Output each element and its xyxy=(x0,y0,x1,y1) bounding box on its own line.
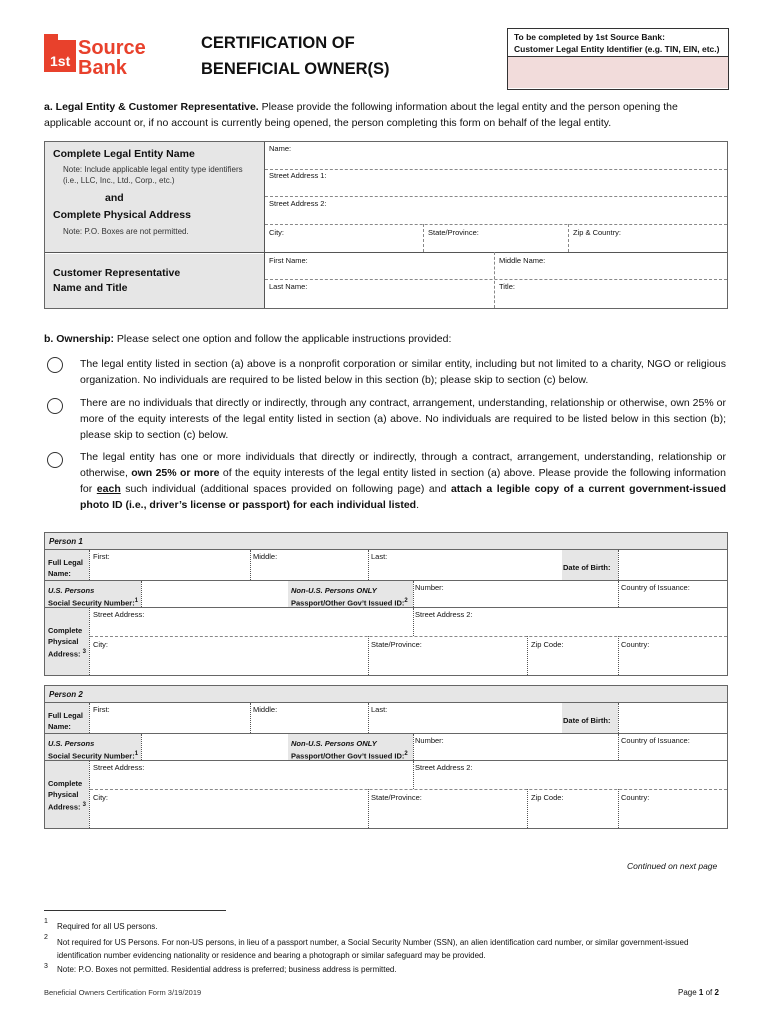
street2-field[interactable]: Street Address 2: xyxy=(269,199,327,208)
us-persons-label: U.S. Persons Social Security Number:$^1$ xyxy=(48,586,139,608)
option1-radio[interactable] xyxy=(47,357,63,373)
country-issuance-field[interactable]: Country of Issuance: xyxy=(621,736,690,745)
option3-text: The legal entity has one or more individuals that directly or indirectly, through a contract, arrangement, understanding, relationship or otherwise, own 25% or more of the equity interests of the legal entity listed in section (a) above. Please provide the following information for each such individual (additional spaces provided on following page) and attach a legible copy of a current government-issued photo ID (i.e., driver’s license or passport) for each individual listed. xyxy=(80,451,727,511)
person-street2-field[interactable]: Street Address 2: xyxy=(415,763,473,772)
option3-radio[interactable] xyxy=(47,452,63,468)
rep-first-name-field[interactable]: First Name: xyxy=(269,256,308,265)
person-block-1 xyxy=(44,532,728,676)
logo-top-text: Source xyxy=(78,37,146,59)
full-legal-name-label: Full Legal Name: xyxy=(48,558,84,578)
footnote-2: 2 Not required for US Persons. For non-US persons, in lieu of a passport number, a Social Security Number (SSN), an alien identification card number, or similar government-issued identification number evidencing nationality or residence and bearing a photograph or similar safeguard may be provided. xyxy=(44,934,689,960)
footnotes xyxy=(44,918,728,977)
page-number: Page 1 of 2 xyxy=(678,988,719,997)
person-middle-field[interactable]: Middle: xyxy=(253,552,278,561)
bank-use-box xyxy=(507,28,729,90)
address-note: Note: P.O. Boxes are not permitted. xyxy=(63,227,189,236)
city-field[interactable]: City: xyxy=(269,228,284,237)
us-persons-label: U.S. Persons Social Security Number:$^1$ xyxy=(48,739,139,761)
full-legal-name-label: Full Legal Name: xyxy=(48,711,84,731)
person-street2-field[interactable]: Street Address 2: xyxy=(415,610,473,619)
person-middle-field[interactable]: Middle: xyxy=(253,705,278,714)
logo-bottom-text: Bank xyxy=(78,57,127,76)
bank-box-line1: To be completed by 1st Source Bank: xyxy=(514,32,665,42)
country-issuance-field[interactable]: Country of Issuance: xyxy=(621,583,690,592)
option1-text: The legal entity listed in section (a) above is a nonprofit corporation or similar entity, including but not limited to a charity, NGO or religious organization. No individuals are required to be listed below in this section (b); please skip to section (c) below. xyxy=(80,358,726,386)
rep-label: Customer Representative Name and Title xyxy=(53,267,181,294)
person-label: Person 1 xyxy=(49,537,83,546)
address-label: Complete Physical Address xyxy=(53,209,191,221)
section-a-intro: a. Legal Entity & Customer Representative. Please provide the following information about the legal entity and the person opening the applicable account or, if no account is currently being opened, the person completing this form on behalf of the legal entity. xyxy=(44,101,678,129)
legal-name-note: Note: Include applicable legal entity type identifiers (i.e., LLC, Inc., Ltd., Corp., etc.) xyxy=(63,165,243,185)
and-label: and xyxy=(105,192,124,204)
bank-logo xyxy=(44,34,184,76)
legal-name-label: Complete Legal Entity Name xyxy=(53,148,195,160)
ssn-field[interactable] xyxy=(142,734,288,760)
dob-field[interactable] xyxy=(619,550,727,580)
section-b-intro: b. Ownership: Please select one option and follow the applicable instructions provided: xyxy=(44,333,452,345)
form-id: Beneficial Owners Certification Form 3/19/2019 xyxy=(44,988,202,997)
section-a-table xyxy=(44,141,728,309)
dob-field[interactable] xyxy=(619,703,727,733)
street1-field[interactable]: Street Address 1: xyxy=(269,171,327,180)
option2-text: There are no individuals that directly or indirectly, through any contract, arrangement, understanding, relationship or otherwise, own 25% or more of the equity interests of the legal entity listed in section (a) above. No individuals are required to be listed below in this section (b); please skip to section (c) below. xyxy=(80,397,726,441)
person-last-field[interactable]: Last: xyxy=(371,552,388,561)
option2-radio[interactable] xyxy=(47,398,63,414)
rep-title-field[interactable]: Title: xyxy=(499,282,515,291)
footnote-1: 1 Required for all US persons. xyxy=(44,918,158,931)
person-street-field[interactable]: Street Address: xyxy=(93,763,145,772)
person-label: Person 2 xyxy=(49,690,83,699)
person-street-field[interactable]: Street Address: xyxy=(93,610,145,619)
non-us-label: Non-U.S. Persons ONLY Passport/Other Gov’t Issued ID:$^2$ xyxy=(291,739,408,761)
person-zip-field[interactable]: Zip Code: xyxy=(531,640,564,649)
rep-middle-name-field[interactable]: Middle Name: xyxy=(499,256,546,265)
page-title: CERTIFICATION OF BENEFICIAL OWNER(S) xyxy=(201,34,390,78)
person-city-field[interactable]: City: xyxy=(93,640,108,649)
bank-box-line2: Customer Legal Entity Identifier (e.g. TIN, EIN, etc.) xyxy=(514,44,720,54)
person-country-field[interactable]: Country: xyxy=(621,640,650,649)
person-city-field[interactable]: City: xyxy=(93,793,108,802)
person-zip-field[interactable]: Zip Code: xyxy=(531,793,564,802)
person-block-2 xyxy=(44,685,728,829)
person-country-field[interactable]: Country: xyxy=(621,793,650,802)
person-last-field[interactable]: Last: xyxy=(371,705,388,714)
person-first-field[interactable]: First: xyxy=(93,552,110,561)
person-state-field[interactable]: State/Province: xyxy=(371,640,422,649)
id-number-field[interactable]: Number: xyxy=(415,583,444,592)
complete-address-label: Complete Physical Address: $^3$ xyxy=(48,626,86,659)
continued-note: Continued on next page xyxy=(627,861,718,871)
rep-last-name-field[interactable]: Last Name: xyxy=(269,282,308,291)
ssn-field[interactable] xyxy=(142,581,288,607)
id-number-field[interactable]: Number: xyxy=(415,736,444,745)
zip-country-field[interactable]: Zip & Country: xyxy=(573,228,621,237)
bank-identifier-field[interactable] xyxy=(508,57,728,88)
person-state-field[interactable]: State/Province: xyxy=(371,793,422,802)
entity-name-field[interactable]: Name: xyxy=(269,144,292,153)
non-us-label: Non-U.S. Persons ONLY Passport/Other Gov’t Issued ID:$^2$ xyxy=(291,586,408,608)
state-field[interactable]: State/Province: xyxy=(428,228,479,237)
logo-mark-text: 1st xyxy=(50,53,71,69)
person-first-field[interactable]: First: xyxy=(93,705,110,714)
footnote-divider xyxy=(44,910,226,911)
dob-label: Date of Birth: xyxy=(563,563,611,572)
complete-address-label: Complete Physical Address: $^3$ xyxy=(48,779,86,812)
dob-label: Date of Birth: xyxy=(563,716,611,725)
footnote-3: 3 Note: P.O. Boxes not permitted. Residential address is preferred; business address is permitted. xyxy=(44,963,397,974)
